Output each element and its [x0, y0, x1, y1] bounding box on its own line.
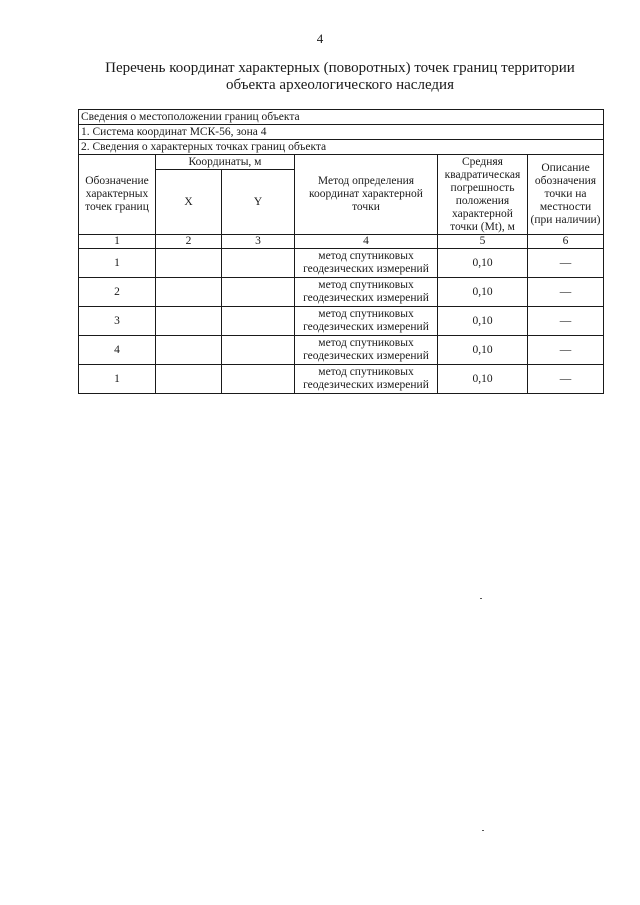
method-line-2: геодезических измерений — [303, 321, 429, 333]
method-cell — [295, 336, 438, 365]
point-id: 1 — [79, 249, 156, 278]
method-cell — [295, 249, 438, 278]
error-value: 0,10 — [438, 365, 528, 394]
method-line-1: метод спутниковых — [318, 366, 414, 378]
method-cell — [295, 307, 438, 336]
column-number: 4 — [295, 235, 438, 249]
error-value: 0,10 — [438, 307, 528, 336]
method-line-2: геодезических измерений — [303, 379, 429, 391]
error-value: 0,10 — [438, 336, 528, 365]
x-coordinate — [156, 249, 222, 278]
point-id: 3 — [79, 307, 156, 336]
page-number: 4 — [316, 31, 324, 46]
y-coordinate — [222, 307, 295, 336]
column-number: 2 — [156, 235, 222, 249]
table-row — [79, 365, 604, 394]
y-coordinate — [222, 365, 295, 394]
coordinates-table — [78, 109, 604, 394]
error-value: 0,10 — [438, 249, 528, 278]
method-line-1: метод спутниковых — [318, 279, 414, 291]
point-id: 1 — [79, 365, 156, 394]
method-line-1: метод спутниковых — [318, 337, 414, 349]
section-heading: Сведения о местоположении границ объекта — [79, 110, 604, 125]
title-line-2: объекта археологического наследия — [226, 77, 454, 93]
header-designation: Обозначение характерных точек границ — [79, 155, 156, 235]
table-row — [79, 278, 604, 307]
header-x: X — [156, 170, 222, 235]
method-line-2: геодезических измерений — [303, 263, 429, 275]
error-value: 0,10 — [438, 278, 528, 307]
method-line-1: метод спутниковых — [318, 250, 414, 262]
document-title — [90, 60, 590, 94]
description-value: — — [528, 307, 604, 336]
y-coordinate — [222, 278, 295, 307]
table-row — [79, 307, 604, 336]
points-heading: 2. Сведения о характерных точках границ объекта — [79, 140, 604, 155]
column-number: 1 — [79, 235, 156, 249]
coordinate-system: 1. Система координат МСК-56, зона 4 — [79, 125, 604, 140]
x-coordinate — [156, 278, 222, 307]
column-numbers-row — [79, 235, 604, 249]
y-coordinate — [222, 249, 295, 278]
header-method: Метод определения координат характерной точки — [295, 155, 438, 235]
column-number: 3 — [222, 235, 295, 249]
x-coordinate — [156, 365, 222, 394]
point-id: 4 — [79, 336, 156, 365]
column-number: 6 — [528, 235, 604, 249]
description-value: — — [528, 365, 604, 394]
description-value: — — [528, 336, 604, 365]
header-y: Y — [222, 170, 295, 235]
header-coordinates: Координаты, м — [156, 155, 295, 170]
table-row — [79, 336, 604, 365]
x-coordinate — [156, 307, 222, 336]
description-value: — — [528, 249, 604, 278]
header-error: Средняя квадратическая погрешность положения характерной точки (Mt), м — [438, 155, 528, 235]
method-line-2: геодезических измерений — [303, 350, 429, 362]
x-coordinate — [156, 336, 222, 365]
point-id: 2 — [79, 278, 156, 307]
method-line-2: геодезических измерений — [303, 292, 429, 304]
header-description: Описание обозначения точки на местности (при наличии) — [528, 155, 604, 235]
scan-speck — [480, 598, 482, 599]
method-cell — [295, 278, 438, 307]
method-line-1: метод спутниковых — [318, 308, 414, 320]
scan-speck — [482, 830, 484, 831]
y-coordinate — [222, 336, 295, 365]
title-line-1: Перечень координат характерных (поворотных) точек границ территории — [105, 60, 575, 76]
column-number: 5 — [438, 235, 528, 249]
table-row — [79, 249, 604, 278]
description-value: — — [528, 278, 604, 307]
method-cell — [295, 365, 438, 394]
